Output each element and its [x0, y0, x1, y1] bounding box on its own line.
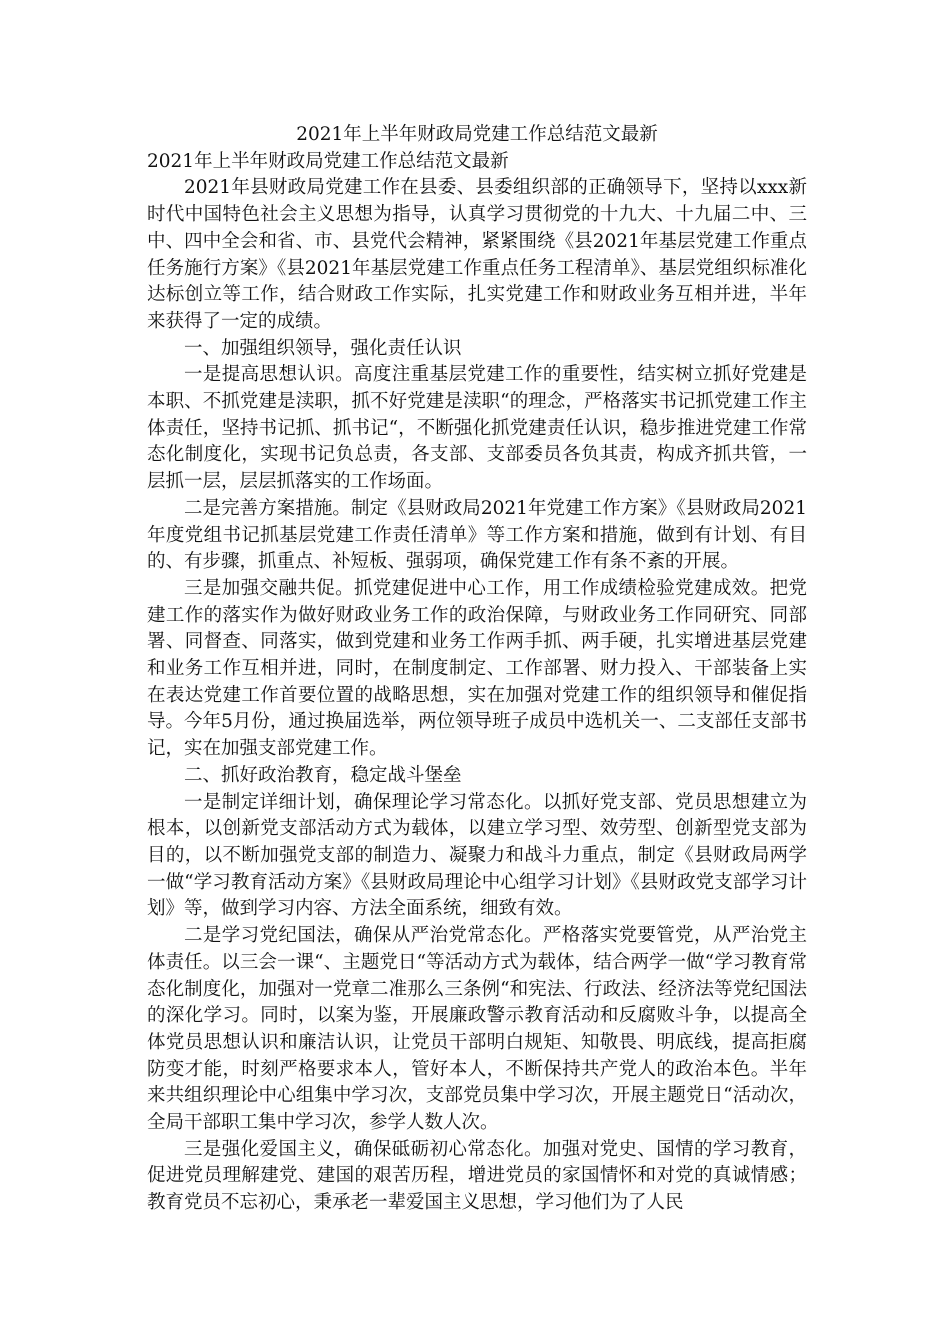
section-heading-2: 二、抓好政治教育，稳定战斗堡垒	[184, 764, 462, 786]
section-heading-1: 一、加强组织领导，强化责任认识	[184, 337, 462, 359]
section2-paragraph-2: 二是学习党纪国法，确保从严治党常态化。严格落实党要管党，从严治党主体责任。以三会一课“、主题党日“等活动方式为载体，结合两学一做“学习教育常态化制度化，加强对一党章二准那么三条例“和宪法、行政法、经济法等党纪国法的深化学习。同时，以案为鉴，开展廉政警示教育活动和反腐败斗争，以提高全体党员思想认识和廉洁认识，让党员干部明白规矩、知敬畏、明底线，提高拒腐防变才能，时刻严格要求本人，管好本人，不断保持共产党人的政治本色。半年来共组织理论中心组集中学习次，支部党员集中学习次，开展主题党日“活动次，全局干部职工集中学习次，参学人数人次。	[147, 925, 807, 1134]
section1-paragraph-1: 一是提高思想认识。高度注重基层党建工作的重要性，结实树立抓好党建是本职、不抓党建是渎职，抓不好党建是渎职“的理念，严格落实书记抓党建工作主体责任，坚持书记抓、抓书记“，不断强化抓党建责任认识，稳步推进党建工作常态化制度化，实现书记负总责，各支部、支部委员各负其责，构成齐抓共管，一层抓一层，层层抓落实的工作场面。	[147, 364, 807, 493]
section2-paragraph-1: 一是制定详细计划，确保理论学习常态化。以抓好党支部、党员思想建立为根本，以创新党支部活动方式为载体，以建立学习型、效劳型、创新型党支部为目的，以不断加强党支部的制造力、凝聚力和战斗力重点，制定《县财政局两学一做“学习教育活动方案》《县财政局理论中心组学习计划》《县财政党支部学习计划》等，做到学习内容、方法全面系统，细致有效。	[147, 791, 807, 920]
document-subtitle: 2021年上半年财政局党建工作总结范文最新	[147, 150, 509, 172]
section1-paragraph-3: 三是加强交融共促。抓党建促进中心工作，用工作成绩检验党建成效。把党建工作的落实作为做好财政业务工作的政治保障，与财政业务工作同研究、同部署、同督查、同落实，做到党建和业务工作两手抓、两手硬，扎实增进基层党建和业务工作互相并进，同时，在制度制定、工作部署、财力投入、干部装备上实在表达党建工作首要位置的战略思想，实在加强对党建工作的组织领导和催促指导。今年5月份，通过换届选举，两位领导班子成员中选机关一、二支部任支部书记，实在加强支部党建工作。	[147, 577, 807, 760]
section2-paragraph-3: 三是强化爱国主义，确保砥砺初心常态化。加强对党史、国情的学习教育，促进党员理解建党、建国的艰苦历程，增进党员的家国情怀和对党的真诚情感；教育党员不忘初心，秉承老一辈爱国主义思想，学习他们为了人民	[147, 1138, 807, 1214]
intro-paragraph: 2021年县财政局党建工作在县委、县委组织部的正确领导下，坚持以xxx新时代中国特色社会主义思想为指导，认真学习贯彻党的十九大、十九届二中、三中、四中全会和省、市、县党代会精神，紧紧围绕《县2021年基层党建工作重点任务施行方案》《县2021年基层党建工作重点任务工程清单》、基层党组织标准化达标创立等工作，结合财政工作实际，扎实党建工作和财政业务互相并进，半年来获得了一定的成绩。	[147, 177, 807, 332]
section1-paragraph-2: 二是完善方案措施。制定《县财政局2021年党建工作方案》《县财政局2021年度党组书记抓基层党建工作责任清单》等工作方案和措施，做到有计划、有目的、有步骤，抓重点、补短板、强弱项，确保党建工作有条不紊的开展。	[147, 497, 807, 573]
document-body	[147, 122, 807, 1217]
document-title: 2021年上半年财政局党建工作总结范文最新	[296, 124, 658, 145]
